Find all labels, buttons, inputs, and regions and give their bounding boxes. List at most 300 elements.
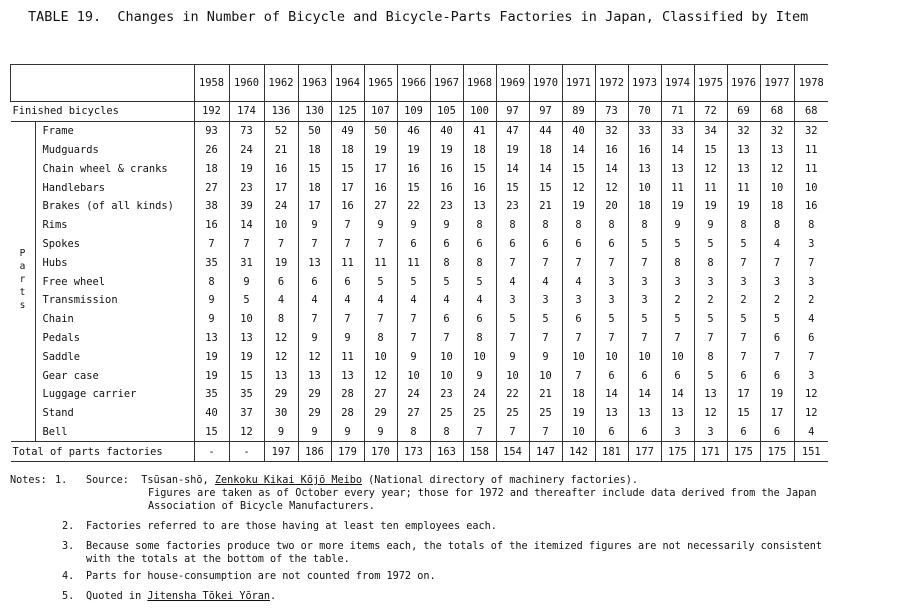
value-cell: 7 xyxy=(496,423,529,442)
value-cell: 3 xyxy=(529,291,562,310)
value-cell: 7 xyxy=(794,253,828,272)
value-cell: 18 xyxy=(331,141,364,160)
year-header: 1972 xyxy=(595,65,628,102)
value-cell: 15 xyxy=(727,404,760,423)
table-title: TABLE 19. Changes in Number of Bicycle and Bicycle-Parts Factories in Japan, Classified by Item xyxy=(28,9,809,25)
value-cell: 136 xyxy=(264,102,298,122)
row-label: Chain xyxy=(42,313,74,326)
year-header: 1966 xyxy=(397,65,430,102)
value-cell: 142 xyxy=(562,442,595,462)
parts-row xyxy=(11,197,829,216)
value-cell: 23 xyxy=(496,197,529,216)
value-cell: 7 xyxy=(760,347,794,366)
value-cell: 9 xyxy=(430,216,463,235)
parts-vertical-label: Parts xyxy=(17,247,28,313)
parts-row xyxy=(11,347,829,366)
note-3-line1: Because some factories produce two or more items each, the totals of the itemized figures are not necessarily consistent xyxy=(86,541,823,552)
value-cell: 6 xyxy=(661,366,694,385)
value-cell: 16 xyxy=(331,197,364,216)
value-cell: 12 xyxy=(364,366,397,385)
parts-row xyxy=(11,385,829,404)
value-cell: 25 xyxy=(463,404,496,423)
value-cell: 33 xyxy=(628,121,661,140)
value-cell: 7 xyxy=(397,329,430,348)
value-cell: 14 xyxy=(529,159,562,178)
value-cell: 68 xyxy=(760,102,794,122)
value-cell: 18 xyxy=(529,141,562,160)
parts-row xyxy=(11,159,829,178)
value-cell: 7 xyxy=(628,253,661,272)
row-label: Mudguards xyxy=(42,143,99,156)
value-cell: 10 xyxy=(264,216,298,235)
value-cell: 17 xyxy=(264,178,298,197)
value-cell: 49 xyxy=(331,121,364,140)
value-cell: 9 xyxy=(331,329,364,348)
quoted-title: Jitensha Tōkei Yōran xyxy=(147,591,271,602)
value-cell: 33 xyxy=(661,121,694,140)
value-cell: 28 xyxy=(331,404,364,423)
note-2-number: 2. xyxy=(62,521,75,532)
value-cell: 5 xyxy=(628,310,661,329)
value-cell: - xyxy=(194,442,229,462)
value-cell: 11 xyxy=(397,253,430,272)
value-cell: 14 xyxy=(229,216,264,235)
value-cell: 29 xyxy=(364,404,397,423)
value-cell: 17 xyxy=(298,197,331,216)
year-header: 1970 xyxy=(529,65,562,102)
header-row xyxy=(11,65,829,102)
value-cell: 5 xyxy=(364,272,397,291)
value-cell: 14 xyxy=(595,159,628,178)
value-cell: 28 xyxy=(331,385,364,404)
row-label: Pedals xyxy=(42,331,81,344)
value-cell: 105 xyxy=(430,102,463,122)
value-cell: 5 xyxy=(727,310,760,329)
row-label: Transmission xyxy=(42,294,118,307)
value-cell: 23 xyxy=(430,197,463,216)
value-cell: 8 xyxy=(694,253,727,272)
note-3-line2: with the totals at the bottom of the table. xyxy=(86,554,350,565)
value-cell: 15 xyxy=(694,141,727,160)
value-cell: 13 xyxy=(229,329,264,348)
value-cell: 9 xyxy=(298,329,331,348)
value-cell: 24 xyxy=(463,385,496,404)
value-cell: 29 xyxy=(298,404,331,423)
value-cell: 12 xyxy=(298,347,331,366)
value-cell: 89 xyxy=(562,102,595,122)
value-cell: 10 xyxy=(562,423,595,442)
value-cell: 30 xyxy=(264,404,298,423)
value-cell: 7 xyxy=(562,329,595,348)
value-cell: 18 xyxy=(562,385,595,404)
value-cell: 4 xyxy=(364,291,397,310)
value-cell: 32 xyxy=(595,121,628,140)
value-cell: 13 xyxy=(694,385,727,404)
value-cell: 25 xyxy=(529,404,562,423)
value-cell: 7 xyxy=(496,253,529,272)
year-header: 1967 xyxy=(430,65,463,102)
row-label: Gear case xyxy=(42,369,99,382)
value-cell: 35 xyxy=(194,385,229,404)
value-cell: 3 xyxy=(595,291,628,310)
value-cell: 9 xyxy=(397,216,430,235)
value-cell: - xyxy=(229,442,264,462)
value-cell: 9 xyxy=(463,366,496,385)
value-cell: 16 xyxy=(264,159,298,178)
value-cell: 72 xyxy=(694,102,727,122)
value-cell: 7 xyxy=(298,310,331,329)
value-cell: 5 xyxy=(694,235,727,254)
value-cell: 12 xyxy=(694,404,727,423)
value-cell: 175 xyxy=(661,442,694,462)
year-header: 1963 xyxy=(298,65,331,102)
value-cell: 3 xyxy=(496,291,529,310)
value-cell: 5 xyxy=(229,291,264,310)
value-cell: 10 xyxy=(430,366,463,385)
value-cell: 18 xyxy=(628,197,661,216)
row-label: Finished bicycles xyxy=(11,102,195,122)
value-cell: 179 xyxy=(331,442,364,462)
parts-row xyxy=(11,253,829,272)
value-cell: 173 xyxy=(397,442,430,462)
value-cell: 3 xyxy=(628,272,661,291)
value-cell: 97 xyxy=(529,102,562,122)
value-cell: 16 xyxy=(794,197,828,216)
value-cell: 11 xyxy=(694,178,727,197)
value-cell: 10 xyxy=(397,366,430,385)
row-label: Total of parts factories xyxy=(11,442,195,462)
value-cell: 6 xyxy=(628,423,661,442)
value-cell: 19 xyxy=(229,347,264,366)
value-cell: 4 xyxy=(529,272,562,291)
year-header: 1977 xyxy=(760,65,794,102)
value-cell: 10 xyxy=(529,366,562,385)
year-header: 1974 xyxy=(661,65,694,102)
value-cell: 13 xyxy=(595,404,628,423)
value-cell: 12 xyxy=(595,178,628,197)
value-cell: 175 xyxy=(727,442,760,462)
value-cell: 6 xyxy=(628,366,661,385)
value-cell: 19 xyxy=(496,141,529,160)
value-cell: 6 xyxy=(397,235,430,254)
value-cell: 5 xyxy=(694,366,727,385)
value-cell: 12 xyxy=(794,404,828,423)
value-cell: 24 xyxy=(264,197,298,216)
value-cell: 174 xyxy=(229,102,264,122)
value-cell: 4 xyxy=(794,423,828,442)
value-cell: 8 xyxy=(463,216,496,235)
value-cell: 6 xyxy=(760,423,794,442)
value-cell: 6 xyxy=(264,272,298,291)
value-cell: 27 xyxy=(364,385,397,404)
value-cell: 5 xyxy=(727,235,760,254)
value-cell: 8 xyxy=(628,216,661,235)
value-cell: 6 xyxy=(727,366,760,385)
note-5-number: 5. xyxy=(62,591,75,602)
value-cell: 69 xyxy=(727,102,760,122)
value-cell: 6 xyxy=(727,423,760,442)
value-cell: 171 xyxy=(694,442,727,462)
value-cell: 2 xyxy=(727,291,760,310)
value-cell: 2 xyxy=(794,291,828,310)
value-cell: 9 xyxy=(397,347,430,366)
value-cell: 21 xyxy=(264,141,298,160)
year-header: 1958 xyxy=(194,65,229,102)
value-cell: 7 xyxy=(727,347,760,366)
value-cell: 6 xyxy=(595,423,628,442)
value-cell: 38 xyxy=(194,197,229,216)
value-cell: 5 xyxy=(628,235,661,254)
value-cell: 40 xyxy=(430,121,463,140)
value-cell: 6 xyxy=(496,235,529,254)
value-cell: 12 xyxy=(229,423,264,442)
value-cell: 39 xyxy=(229,197,264,216)
value-cell: 7 xyxy=(529,253,562,272)
value-cell: 9 xyxy=(264,423,298,442)
parts-row xyxy=(11,423,829,442)
value-cell: 5 xyxy=(595,310,628,329)
value-cell: 6 xyxy=(562,310,595,329)
value-cell: 19 xyxy=(562,404,595,423)
value-cell: 10 xyxy=(463,347,496,366)
value-cell: 147 xyxy=(529,442,562,462)
note-1-number: 1. xyxy=(55,475,68,486)
value-cell: 8 xyxy=(694,347,727,366)
value-cell: 7 xyxy=(794,347,828,366)
value-cell: 7 xyxy=(727,329,760,348)
value-cell: 10 xyxy=(661,347,694,366)
value-cell: 3 xyxy=(661,272,694,291)
value-cell: 4 xyxy=(463,291,496,310)
value-cell: 7 xyxy=(661,329,694,348)
value-cell: 35 xyxy=(229,385,264,404)
value-cell: 18 xyxy=(298,141,331,160)
value-cell: 27 xyxy=(194,178,229,197)
value-cell: 9 xyxy=(194,291,229,310)
row-label: Free wheel xyxy=(42,275,106,288)
parts-row xyxy=(11,329,829,348)
parts-row xyxy=(11,366,829,385)
value-cell: 8 xyxy=(595,216,628,235)
value-cell: 19 xyxy=(430,141,463,160)
value-cell: 20 xyxy=(595,197,628,216)
note-1-line2: Figures are taken as of October every year; those for 1972 and thereafter include data derived from the Japan xyxy=(148,488,817,499)
year-header: 1976 xyxy=(727,65,760,102)
value-cell: 10 xyxy=(760,178,794,197)
value-cell: 9 xyxy=(661,216,694,235)
value-cell: 13 xyxy=(298,253,331,272)
value-cell: 7 xyxy=(496,329,529,348)
value-cell: 7 xyxy=(760,253,794,272)
value-cell: 40 xyxy=(194,404,229,423)
value-cell: 19 xyxy=(727,197,760,216)
notes-label: Notes: xyxy=(10,475,47,486)
value-cell: 7 xyxy=(727,253,760,272)
value-cell: 73 xyxy=(595,102,628,122)
value-cell: 11 xyxy=(661,178,694,197)
value-cell: 8 xyxy=(727,216,760,235)
note-3-number: 3. xyxy=(62,541,75,552)
value-cell: 32 xyxy=(760,121,794,140)
value-cell: 9 xyxy=(331,423,364,442)
value-cell: 97 xyxy=(496,102,529,122)
value-cell: 10 xyxy=(364,347,397,366)
value-cell: 13 xyxy=(760,141,794,160)
value-cell: 16 xyxy=(364,178,397,197)
value-cell: 12 xyxy=(760,159,794,178)
value-cell: 14 xyxy=(628,385,661,404)
value-cell: 17 xyxy=(331,178,364,197)
year-header: 1964 xyxy=(331,65,364,102)
value-cell: 5 xyxy=(661,310,694,329)
value-cell: 11 xyxy=(331,253,364,272)
value-cell: 5 xyxy=(694,310,727,329)
value-cell: 16 xyxy=(595,141,628,160)
value-cell: 4 xyxy=(430,291,463,310)
value-cell: 6 xyxy=(430,310,463,329)
value-cell: 4 xyxy=(760,235,794,254)
value-cell: 7 xyxy=(529,423,562,442)
value-cell: 14 xyxy=(661,141,694,160)
value-cell: 12 xyxy=(562,178,595,197)
note-2-text: Factories referred to are those having at least ten employees each. xyxy=(86,521,497,532)
value-cell: 6 xyxy=(529,235,562,254)
value-cell: 52 xyxy=(264,121,298,140)
value-cell: 3 xyxy=(661,423,694,442)
parts-row xyxy=(11,216,829,235)
value-cell: 100 xyxy=(463,102,496,122)
value-cell: 4 xyxy=(562,272,595,291)
value-cell: 9 xyxy=(229,272,264,291)
value-cell: 13 xyxy=(628,159,661,178)
value-cell: 18 xyxy=(194,159,229,178)
value-cell: 13 xyxy=(463,197,496,216)
value-cell: 177 xyxy=(628,442,661,462)
value-cell: 3 xyxy=(694,272,727,291)
year-header: 1978 xyxy=(794,65,828,102)
value-cell: 19 xyxy=(661,197,694,216)
value-cell: 2 xyxy=(694,291,727,310)
value-cell: 17 xyxy=(760,404,794,423)
value-cell: 16 xyxy=(430,159,463,178)
value-cell: 16 xyxy=(397,159,430,178)
value-cell: 16 xyxy=(194,216,229,235)
value-cell: 27 xyxy=(364,197,397,216)
value-cell: 9 xyxy=(298,216,331,235)
row-label: Chain wheel & cranks xyxy=(42,162,168,175)
parts-row xyxy=(11,291,829,310)
parts-row xyxy=(11,272,829,291)
value-cell: 11 xyxy=(364,253,397,272)
value-cell: 46 xyxy=(397,121,430,140)
value-cell: 7 xyxy=(529,329,562,348)
value-cell: 19 xyxy=(194,366,229,385)
value-cell: 68 xyxy=(794,102,828,122)
value-cell: 4 xyxy=(331,291,364,310)
row-label: Rims xyxy=(42,219,68,232)
value-cell: 3 xyxy=(727,272,760,291)
value-cell: 7 xyxy=(562,366,595,385)
value-cell: 15 xyxy=(463,159,496,178)
value-cell: 8 xyxy=(463,253,496,272)
value-cell: 15 xyxy=(331,159,364,178)
value-cell: 24 xyxy=(229,141,264,160)
value-cell: 3 xyxy=(595,272,628,291)
value-cell: 9 xyxy=(529,347,562,366)
value-cell: 9 xyxy=(496,347,529,366)
value-cell: 16 xyxy=(463,178,496,197)
value-cell: 8 xyxy=(430,423,463,442)
value-cell: 6 xyxy=(760,329,794,348)
value-cell: 11 xyxy=(727,178,760,197)
value-cell: 8 xyxy=(760,216,794,235)
source-title: Zenkoku Kikai Kōjō Meibo xyxy=(214,475,363,486)
value-cell: 41 xyxy=(463,121,496,140)
value-cell: 3 xyxy=(794,235,828,254)
value-cell: 15 xyxy=(194,423,229,442)
value-cell: 15 xyxy=(229,366,264,385)
value-cell: 13 xyxy=(628,404,661,423)
value-cell: 26 xyxy=(194,141,229,160)
value-cell: 25 xyxy=(496,404,529,423)
value-cell: 13 xyxy=(661,404,694,423)
value-cell: 70 xyxy=(628,102,661,122)
value-cell: 50 xyxy=(364,121,397,140)
value-cell: 15 xyxy=(562,159,595,178)
value-cell: 14 xyxy=(496,159,529,178)
value-cell: 16 xyxy=(430,178,463,197)
value-cell: 9 xyxy=(364,216,397,235)
value-cell: 7 xyxy=(194,235,229,254)
value-cell: 17 xyxy=(727,385,760,404)
value-cell: 12 xyxy=(264,329,298,348)
year-header: 1969 xyxy=(496,65,529,102)
value-cell: 5 xyxy=(430,272,463,291)
value-cell: 19 xyxy=(364,141,397,160)
value-cell: 6 xyxy=(430,235,463,254)
row-label: Luggage carrier xyxy=(42,388,137,401)
value-cell: 21 xyxy=(529,197,562,216)
total-row xyxy=(11,442,829,462)
value-cell: 32 xyxy=(794,121,828,140)
value-cell: 14 xyxy=(661,385,694,404)
row-label: Handlebars xyxy=(42,181,106,194)
value-cell: 11 xyxy=(794,141,828,160)
value-cell: 8 xyxy=(794,216,828,235)
value-cell: 4 xyxy=(298,291,331,310)
value-cell: 181 xyxy=(595,442,628,462)
year-header: 1965 xyxy=(364,65,397,102)
value-cell: 8 xyxy=(562,216,595,235)
value-cell: 10 xyxy=(229,310,264,329)
value-cell: 7 xyxy=(628,329,661,348)
parts-row xyxy=(11,235,829,254)
value-cell: 5 xyxy=(529,310,562,329)
value-cell: 7 xyxy=(364,235,397,254)
value-cell: 7 xyxy=(397,310,430,329)
value-cell: 32 xyxy=(727,121,760,140)
value-cell: 7 xyxy=(229,235,264,254)
value-cell: 175 xyxy=(760,442,794,462)
value-cell: 4 xyxy=(794,310,828,329)
value-cell: 5 xyxy=(463,272,496,291)
value-cell: 3 xyxy=(562,291,595,310)
value-cell: 4 xyxy=(264,291,298,310)
value-cell: 12 xyxy=(694,159,727,178)
value-cell: 40 xyxy=(562,121,595,140)
value-cell: 18 xyxy=(760,197,794,216)
value-cell: 8 xyxy=(364,329,397,348)
